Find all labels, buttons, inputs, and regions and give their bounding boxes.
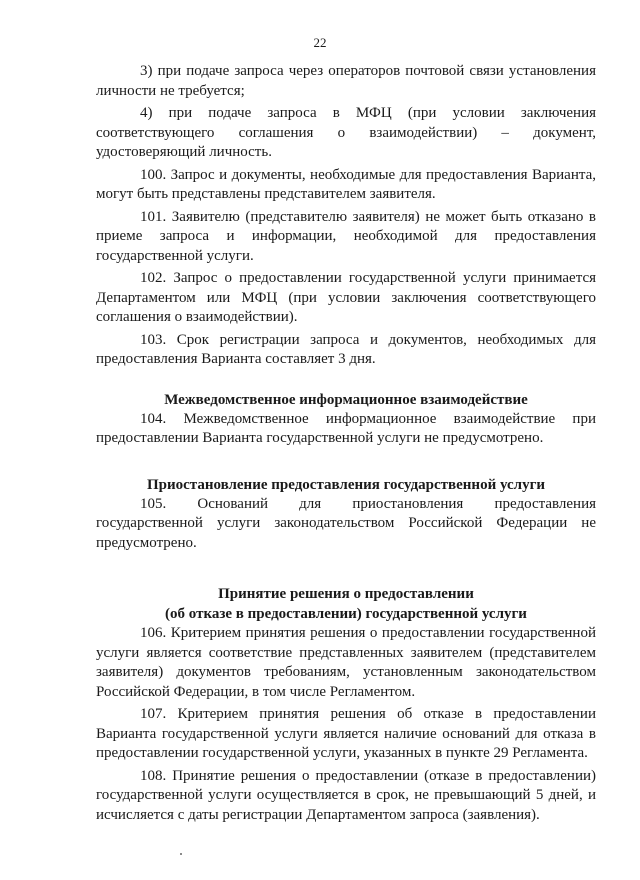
section-heading-decision	[96, 584, 596, 624]
paragraph-3: 3) при подаче запроса через операторов почтовой связи установления личности не требуется;	[96, 63, 596, 99]
paragraph-101: 101. Заявителю (представителю заявителя) не может быть отказано в приеме запроса и информации, необходимой для предоставления государственной услуги.	[96, 208, 596, 264]
document-body	[96, 62, 596, 825]
section-heading-decision-line1: Принятие решения о предоставлении	[218, 586, 474, 602]
page-number: 22	[313, 35, 327, 50]
section-heading-decision-line2: (об отказе в предоставлении) государственной услуги	[165, 606, 527, 622]
paragraph-105: 105. Оснований для приостановления предоставления государственной услуги законодательством Российской Федерации не предусмотрено.	[96, 495, 596, 551]
section-heading-suspension: Приостановление предоставления государственной услуги	[146, 476, 546, 493]
paragraph-103: 103. Срок регистрации запроса и документов, необходимых для предоставления Варианта составляет 3 дня.	[96, 331, 596, 367]
paragraph-107: 107. Критерием принятия решения об отказе в предоставлении Варианта государственной услуги является наличие оснований для отказа в предоставлении государственной услуги, указанных в пункте 29 Регламента.	[96, 706, 596, 761]
paragraph-104: 104. Межведомственное информационное взаимодействие при предоставлении Варианта государственной услуги не предусмотрено.	[96, 410, 596, 446]
paragraph-100: 100. Запрос и документы, необходимые для предоставления Варианта, могут быть представлены представителем заявителя.	[96, 166, 596, 202]
paragraph-102: 102. Запрос о предоставлении государственной услуги принимается Департаментом или МФЦ (при условии заключения соответствующего соглашения о взаимодействии).	[96, 270, 596, 325]
paragraph-4: 4) при подаче запроса в МФЦ (при условии заключения соответствующего соглашения о взаимодействии) – документ, удостоверяющий личность.	[96, 105, 596, 160]
paragraph-106: 106. Критерием принятия решения о предоставлении государственной услуги является соответствие представленных заявителем (представителем заявителя) документов требованиям, установленным законодательством Российской Федерации, в том числе Регламентом.	[96, 625, 596, 700]
section-heading-interagency: Межведомственное информационное взаимодействие	[164, 391, 528, 408]
scan-speck	[180, 853, 182, 855]
paragraph-108: 108. Принятие решения о предоставлении (отказе в предоставлении) государственной услуги осуществляется в срок, не превышающий 5 дней, и исчисляется с даты регистрации Департаментом запроса (заявления).	[96, 767, 596, 823]
